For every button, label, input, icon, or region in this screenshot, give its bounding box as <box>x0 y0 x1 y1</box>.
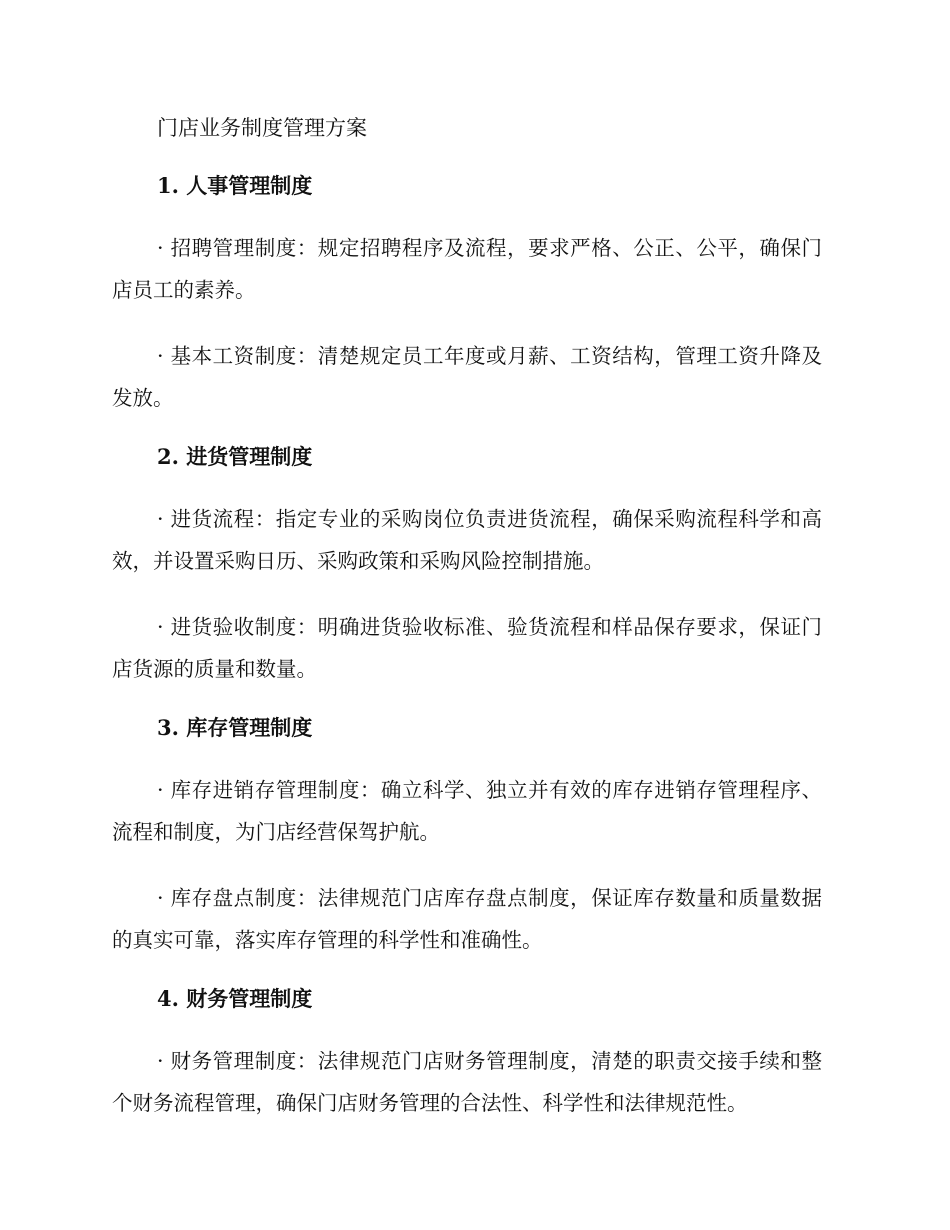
section-heading-personnel: 1. 人事管理制度 <box>157 173 313 198</box>
paragraph-purchase-process: · 进货流程：指定专业的采购岗位负责进货流程，确保采购流程科学和高效，并设置采购日历、采购政策和采购风险控制措施。 <box>112 507 822 573</box>
paragraph-finance-management: · 财务管理制度：法律规范门店财务管理制度，清楚的职责交接手续和整个财务流程管理，确保门店财务管理的合法性、科学性和法律规范性。 <box>112 1049 822 1115</box>
paragraph-inventory-flow: · 库存进销存管理制度：确立科学、独立并有效的库存进销存管理程序、流程和制度，为门店经营保驾护航。 <box>112 778 822 844</box>
paragraph-basic-salary: · 基本工资制度：清楚规定员工年度或月薪、工资结构，管理工资升降及发放。 <box>112 344 822 410</box>
document-title: 门店业务制度管理方案 <box>157 116 367 140</box>
section-heading-purchasing: 2. 进货管理制度 <box>157 444 313 469</box>
section-heading-finance: 4. 财务管理制度 <box>157 986 313 1011</box>
paragraph-inventory-count: · 库存盘点制度：法律规范门店库存盘点制度，保证库存数量和质量数据的真实可靠，落实库存管理的科学性和准确性。 <box>112 886 822 952</box>
paragraph-recruitment: · 招聘管理制度：规定招聘程序及流程，要求严格、公正、公平，确保门店员工的素养。 <box>112 236 822 302</box>
section-heading-inventory: 3. 库存管理制度 <box>157 715 313 740</box>
paragraph-purchase-inspection: · 进货验收制度：明确进货验收标准、验货流程和样品保存要求，保证门店货源的质量和数量。 <box>112 615 822 681</box>
document-content <box>112 114 822 1148</box>
